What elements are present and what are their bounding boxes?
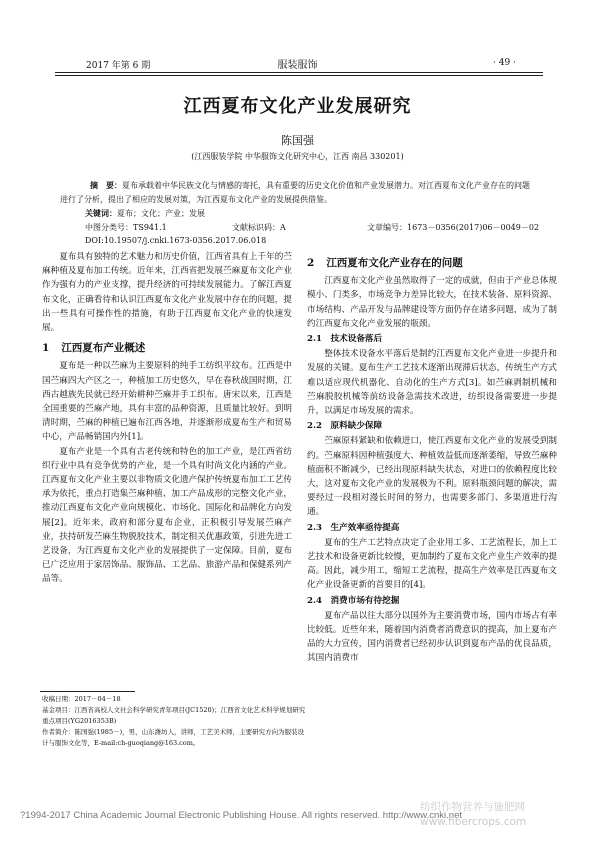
section-2-3-paragraph: 夏布的生产工艺特点决定了企业用工多、工艺流程长，加上工艺技术和设备更新比较慢，更加制约了夏布文化产业生产效率的提高。因此，减少用工，缩短工艺流程，提高生产效率是江西夏布文化产业设备更新的首要目的[4]。 [307,537,557,591]
article-number: 文章编号：1673－0356(2017)06－0049－02 [367,223,540,232]
author-bio: 作者简介：陈国强(1985－)，男，山东潍坊人，讲师，工艺美术师，主要研究方向为服装设计与服饰文化等，E-mail:ch-guoqiang@163.com。 [42,728,305,747]
section-1-heading [42,341,292,355]
copyright-line: ?1994-2017 China Academic Journal Electronic Publishing House. All rights reserved. http://www.cnki.net [20,810,462,821]
article-title: 江西夏布文化产业发展研究 [183,96,412,117]
section-2-1-heading: 2.1 技术设备落后 [307,334,383,345]
section-2-paragraph: 江西夏布文化产业虽然取得了一定的成就，但由于产业总体规模小、门类多，市场竞争力差异比较大，在技术装备、原料资源、市场结构、产品开发与品牌建设等方面仍存在诸多问题，成为了制约江西夏布文化产业发展的瓶颈。 [307,276,557,329]
document-code: 文献标识码：A [232,223,286,232]
section-2-heading [307,256,557,270]
doi: DOI:10.19507/j.cnki.1673-0356.2017.06.018 [85,236,267,245]
section-2-number: 2 [307,257,315,269]
watermark-text: 纺织作物营养与施肥网 www.fibercrops.com [420,801,527,828]
clc-number: 中图分类号：TS941.1 [85,223,167,232]
section-2-1-paragraph: 整体技术设备水平落后是制约江西夏布文化产业进一步提升和发展的关键。夏布生产工艺技术逐渐出现滞后状态，传统生产方式难以适应现代机器化、自动化的生产方式[3]。如苎麻剥制机械和苎麻脱胶机械等前纺设备急需技术改进，纺织设备需要进一步提升，以满足市场发展的需求。 [307,349,557,417]
keywords [85,208,205,219]
abstract-label: 摘 要： [90,180,122,190]
abstract [60,178,530,207]
section-2-3-heading: 2.3 生产效率亟待提高 [307,522,400,533]
intro-paragraph: 夏布具有独特的艺术魅力和历史价值，江西省具有上千年的苎麻种植及夏布加工传统。近年来，江西省把发展苎麻夏布文化产业作为强有力的产业支撑，提升经济的可持续发展能力。了解江西夏布文化，正确看待和认识江西夏布文化产业发展中存在的问题，提出一些具有可操作性的措施，有助于江西夏布文化产业的快速发展。 [42,252,292,334]
header-rule-bottom [55,75,543,76]
header-rule-top [55,72,543,73]
section-2-2-heading: 2.2 原料缺少保障 [307,421,383,432]
abstract-text: 夏布承载着中华民族文化与情感的寄托，具有重要的历史文化价值和产业发展潜力。对江西夏布文化产业存在的问题进行了分析，提出了相应的发展对策，为江西夏布文化产业的发展提供借鉴。 [60,181,530,204]
received-date: 收稿日期：2017－04－18 [42,695,121,703]
keywords-text: 夏布；文化；产业；发展 [117,209,205,218]
section-1-title: 江西夏布产业概述 [61,342,146,355]
section-2-title: 江西夏布文化产业存在的问题 [326,257,463,269]
section-2-4-paragraph: 夏布产品以往大部分以国外为主要消费市场，国内市场占有率比较低。近些年来，随着国内消费者消费意识的提高，加上夏布产品的大力宣传，国内消费者已经初步认识到夏布产品的优良品质，其国内消费市 [307,610,557,664]
header-section: 服装服饰 [277,60,318,71]
section-1-paragraph-2: 夏布产业是一个具有古老传统和特色的加工产业，是江西省纺织行业中具有竞争优势的产业，是一个具有时尚文化内涵的产业。江西夏布文化产业主要以非物质文化遗产保护传统夏布加工工艺传承为依托，重点打造集苎麻种植、加工产品成形的完整文化产业，推动江西夏布文化产业向规模化、市场化、国际化和品牌化方向发展[2]。近年来，政府和部分夏布企业，正积极引导发展苎麻产业，扶持研发苎麻生物脱胶技术，制定相关优惠政策，引进先进工艺设备，为江西夏布文化产业的发展提供了一定保障。目前，夏布已广泛应用于家居饰品、服饰品、工艺品、旅游产品和保健系列产品等。 [42,446,292,585]
header-page-number: · 49 · [493,58,516,68]
section-2-4-heading: 2.4 消费市场有待挖掘 [307,595,400,606]
author-name: 陈国强 [281,134,314,147]
right-column [307,256,557,666]
footnote-rule [40,691,135,692]
author-affiliation: (江西服装学院 中华服饰文化研究中心，江西 南昌 330201) [191,152,404,161]
section-1-number: 1 [42,342,50,355]
left-column [42,250,292,587]
footnote [42,694,307,749]
keywords-label: 关键词： [85,208,117,218]
header-issue: 2017 年第 6 期 [86,61,151,71]
fund-project: 基金项目：江西省高校人文社会科学研究青年项目(JC1520)；江西省文化艺术科学规划研究重点项目(YG2016353B) [42,706,306,725]
section-1-paragraph-1: 夏布是一种以苎麻为主要原料的纯手工纺织平纹布。江西是中国苎麻四大产区之一，种植加工历史悠久，早在春秋战国时期，江西古越族先民就已经开始耕种苎麻并手工织布。唐宋以来，江西是全国重要的苎麻产地，具有丰富的品种资源，且质量比较好。到明清时期，苎麻的种植已遍布江西各地，并逐渐形成夏布生产和贸易中心，产品畅销国内外[1]。 [42,361,292,443]
section-2-2-paragraph: 苎麻原料紧缺和依赖进口，使江西夏布文化产业的发展受到制约。苎麻原料因种植强度大、种植效益低而逐渐萎缩，导致苎麻种植面积不断减少，已经出现原料缺失状态，对进口的依赖程度比较大，这对夏布文化产业的发展极为不利。原料瓶颈问题的解决，需要经过一段相对漫长时间的努力，也需要多部门、多渠道进行沟通。 [307,436,557,518]
